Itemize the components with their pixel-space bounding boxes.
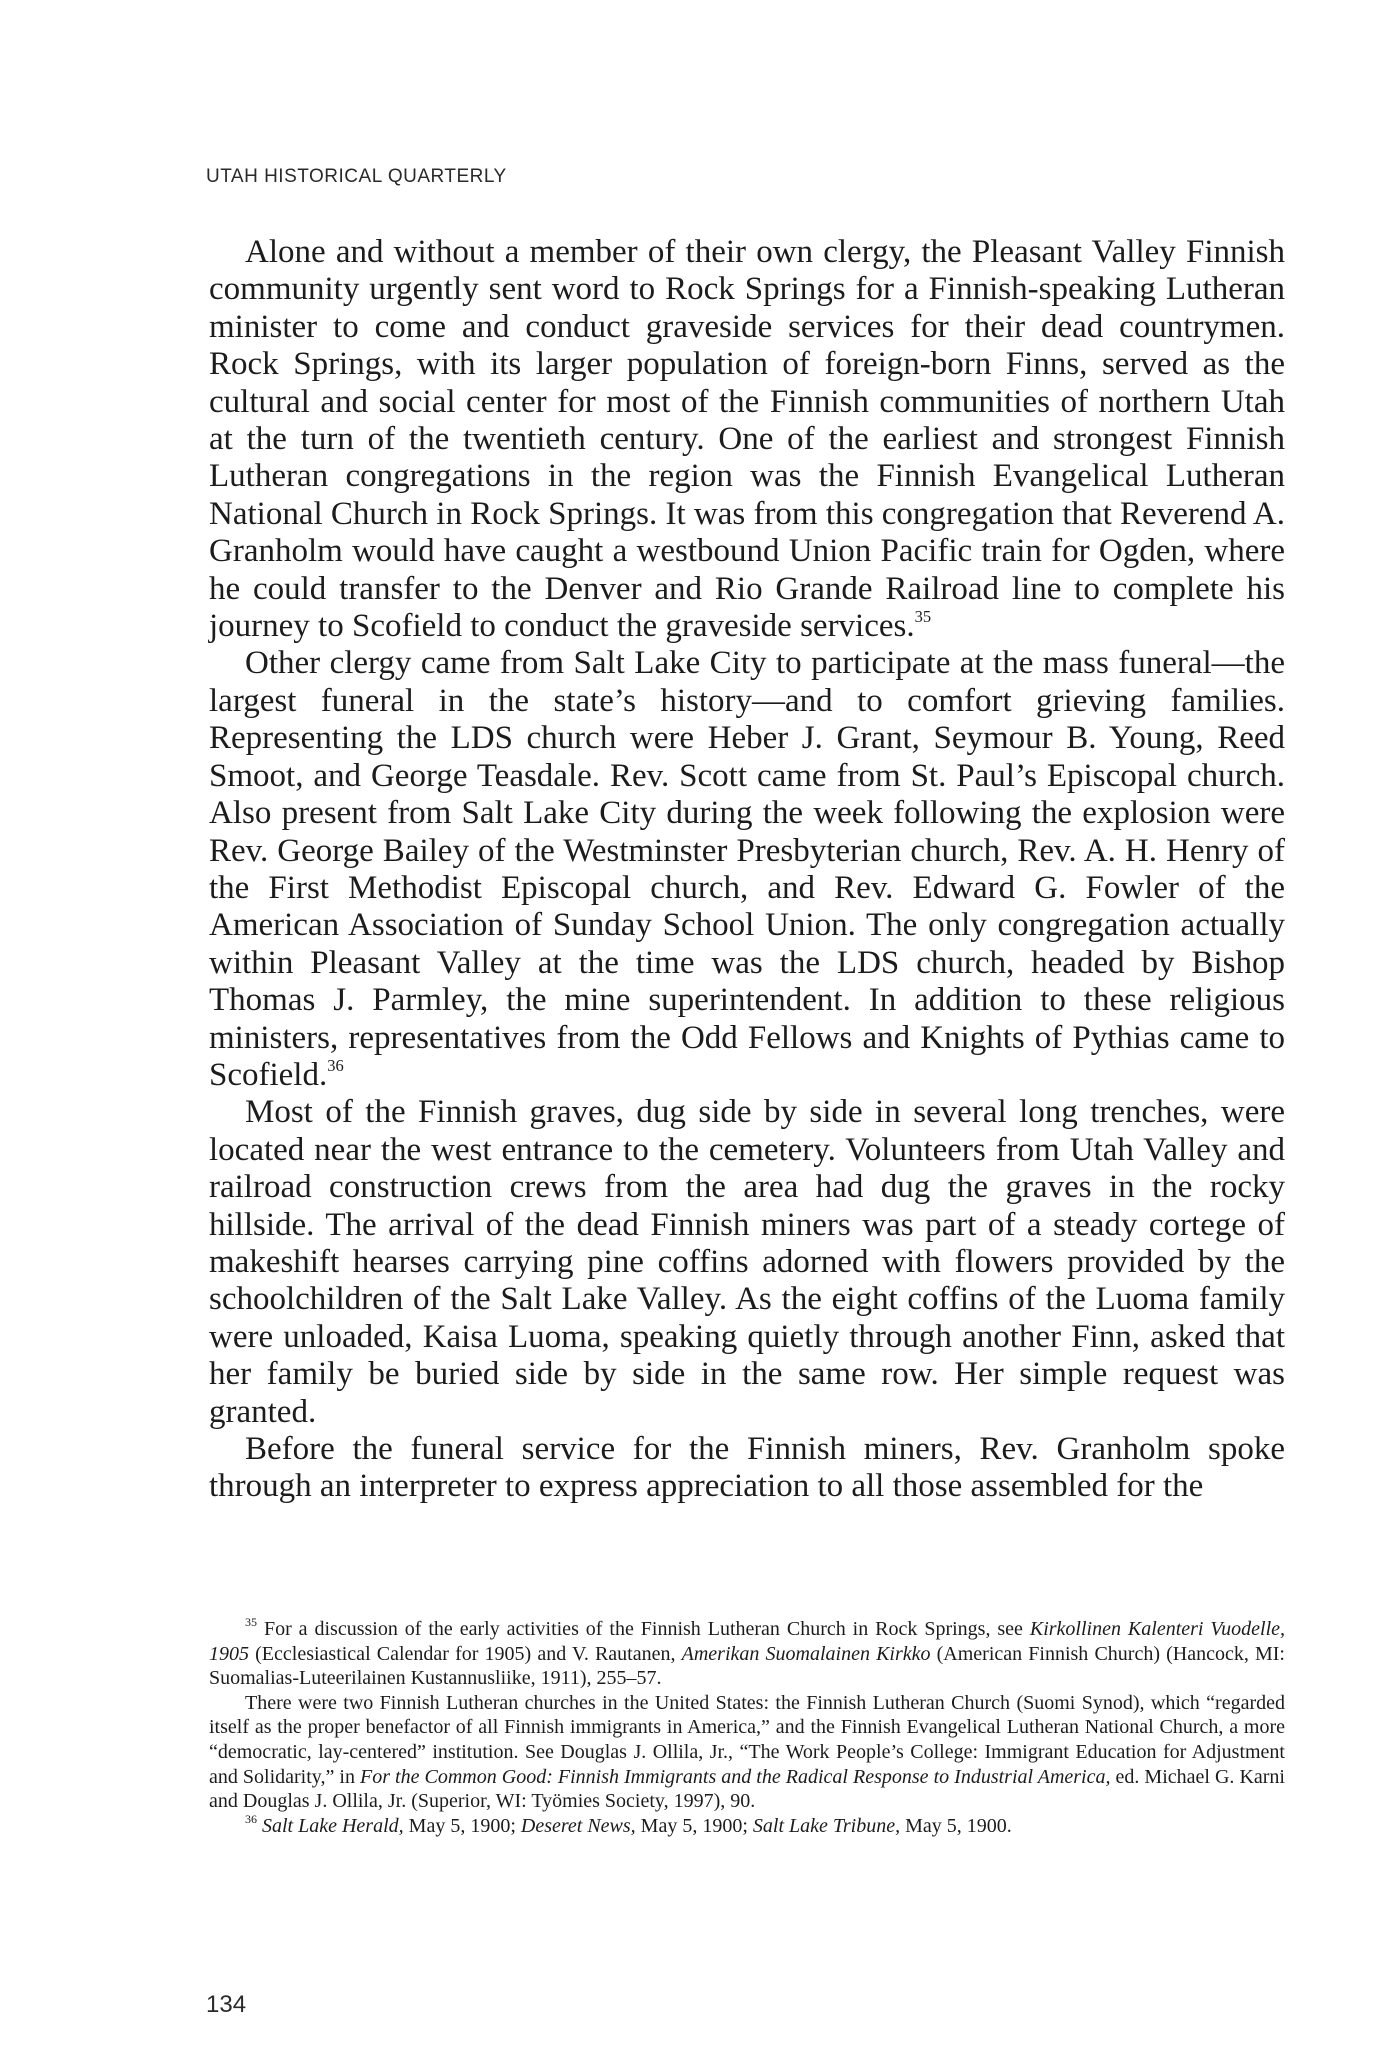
footnote-35-text-b: (Ecclesiastical Calendar for 1905) and V. Rautanen, [249,1642,682,1665]
footnote-35-continued [209,1691,1285,1814]
footnote-36-text-a: May 5, 1900; [403,1814,521,1837]
paragraph-2-text: Other clergy came from Salt Lake City to participate at the mass funeral—the largest funeral in the state’s history—and to comfort grieving families. Representing the LDS church were Heber J. Grant, Seymour B. Young, Reed Smoot, and George Teasdale. Rev. Scott came from St. Paul’s Episcopal church. Also present from Salt Lake City during the week following the explosion were Rev. George Bailey of the Westminster Presbyterian church, Rev. A. H. Henry of the First Methodist Episcopal church, and Rev. Edward G. Fowler of the American Association of Sunday School Union. The only congregation actually within Pleasant Valley at the time was the LDS church, headed by Bishop Thomas J. Parmley, the mine superintendent. In addition to these religious ministers, representatives from the Odd Fellows and Knights of Pythias came to Scofield. [209,645,1285,1093]
paragraph-4 [209,1431,1285,1506]
footnote-36-text-c: May 5, 1900. [900,1814,1012,1837]
footnote-35-text-c: (American Finnish Church) (Hancock, MI: Suomalias-Luteerilainen Kustannusliike, 1911), 255–57. [209,1642,1285,1690]
article-body [209,234,1285,1506]
footnote-36-title-b: Deseret News, [520,1814,636,1837]
paragraph-1-text: Alone and without a member of their own clergy, the Pleasant Valley Finnish community urgently sent word to Rock Springs for a Finnish-speaking Lutheran minister to come and conduct graveside services for their dead countrymen. Rock Springs, with its larger population of foreign-born Finns, served as the cultural and social center for most of the Finnish communities of northern Utah at the turn of the twentieth century. One of the earliest and strongest Finnish Lutheran congregations in the region was the Finnish Evangelical Lutheran National Church in Rock Springs. It was from this congregation that Reverend A. Granholm would have caught a westbound Union Pacific train for Ogden, where he could transfer to the Denver and Rio Grande Railroad line to complete his journey to Scofield to conduct the graveside services. [209,234,1285,645]
footnotes [209,1617,1285,1838]
footnote-35-cont-text-b: ed. Michael G. Karni and Douglas J. Ollila, Jr. (Superior, WI: Työmies Society, 1997), 90. [209,1765,1285,1813]
footnote-35-title-b: Amerikan Suomalainen Kirkko [681,1642,931,1665]
page-number: 134 [206,1991,247,2018]
footnote-36-number: 36 [245,1811,257,1826]
paragraph-2 [209,645,1285,1094]
footnote-36-text-b: May 5, 1900; [635,1814,753,1837]
footnote-36-title-c: Salt Lake Tribune, [752,1814,901,1837]
footnote-35-text-a: For a discussion of the early activities of the Finnish Lutheran Church in Rock Springs, see [257,1618,1030,1640]
footnote-ref-35: 35 [914,607,932,627]
footnote-36-title-a: Salt Lake Herald, [262,1814,404,1837]
footnote-35 [209,1617,1285,1691]
footnote-ref-36: 36 [327,1056,344,1076]
paragraph-3 [209,1094,1285,1431]
footnote-35-title-a: Kirkollinen Kalenteri Vuodelle, 1905 [209,1618,1286,1665]
footnote-35-cont-title-a: For the Common Good: Finnish Immigrants and the Radical Response to Industrial America, [360,1765,1111,1788]
paragraph-4-text: Before the funeral service for the Finnish miners, Rev. Granholm spoke through an interpreter to express appreciation to all those assembled for the [209,1431,1285,1505]
footnote-35-number: 35 [245,1615,257,1630]
footnote-36 [209,1811,1285,1839]
running-header: UTAH HISTORICAL QUARTERLY [206,166,507,187]
paragraph-3-text: Most of the Finnish graves, dug side by side in several long trenches, were located near the west entrance to the cemetery. Volunteers from Utah Valley and railroad construction crews from the area had dug the graves in the rocky hillside. The arrival of the dead Finnish miners was part of a steady cortege of makeshift hearses carrying pine coffins adorned with flowers provided by the schoolchildren of the Salt Lake Valley. As the eight coffins of the Luoma family were unloaded, Kaisa Luoma, speaking quietly through another Finn, asked that her family be buried side by side in the same row. Her simple request was granted. [209,1094,1285,1430]
footnote-35-cont-text-a: There were two Finnish Lutheran churches in the United States: the Finnish Lutheran Church (Suomi Synod), which “regarded itself as the proper benefactor of all Finnish immigrants in America,” and the Finnish Evangelical Lutheran National Church, a more “democratic, lay-centered” institution. See Douglas J. Ollila, Jr., “The Work People’s College: Immigrant Education for Adjustment and Solidarity,” in [209,1691,1285,1788]
paragraph-1 [209,234,1285,645]
